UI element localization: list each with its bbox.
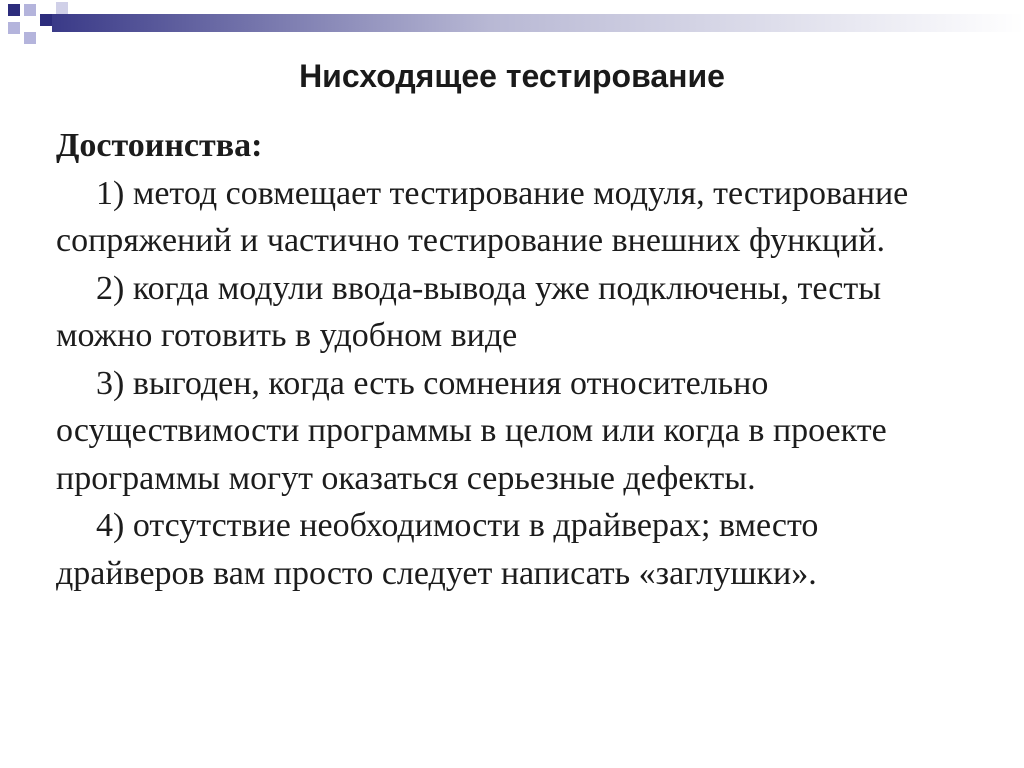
deco-square <box>8 22 20 34</box>
list-item: 1) метод совмещает тестирование модуля, тестирование сопряжений и частично тестирование внешних функций. <box>56 174 909 259</box>
gradient-band <box>52 14 1024 32</box>
list-item: 2) когда модули ввода-вывода уже подключены, тесты можно готовить в удобном виде <box>56 269 882 354</box>
deco-square <box>24 4 36 16</box>
list-item: 3) выгоден, когда есть сомнения относительно осуществимости программы в целом или когда в проекте программы могут оказаться серьезные дефекты. <box>56 364 887 497</box>
deco-square <box>24 32 36 44</box>
header-decoration <box>0 0 1024 50</box>
header-band-graphic <box>0 0 1024 50</box>
subheading: Достоинства: <box>56 127 263 164</box>
deco-square <box>56 2 68 14</box>
deco-square <box>8 4 20 16</box>
slide-body <box>56 122 966 597</box>
slide-title: Нисходящее тестирование <box>299 58 725 94</box>
list-item: 4) отсутствие необходимости в драйверах; вместо драйверов вам просто следует написать «заглушки». <box>56 507 819 592</box>
deco-square <box>40 14 52 26</box>
